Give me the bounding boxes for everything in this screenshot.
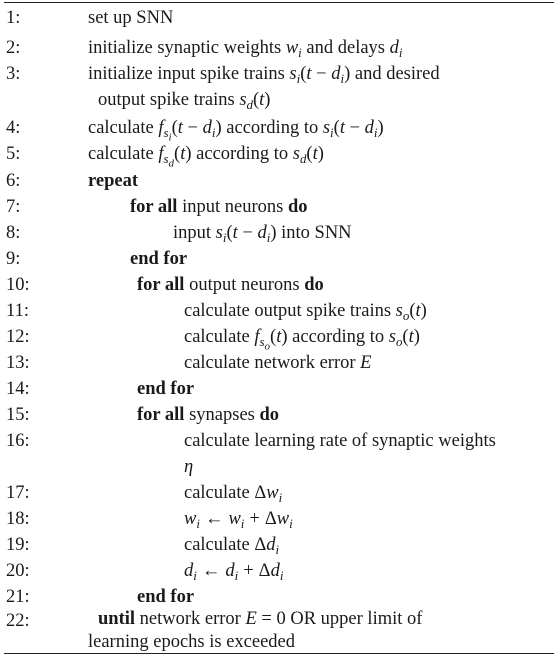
step-17: [4, 480, 554, 506]
step-9: [4, 246, 554, 272]
step-number: 15:: [6, 405, 30, 425]
step-number: 12:: [6, 327, 30, 347]
step-22: [4, 608, 554, 652]
step-20: [4, 558, 554, 584]
step-text: $w_i$ ← $w_i + \Delta w_i$: [184, 509, 293, 531]
step-number: 17:: [6, 483, 30, 503]
step-6: [4, 168, 554, 194]
step-number: 3:: [6, 64, 21, 84]
step-text: end for: [137, 587, 195, 607]
step-text: calculate $f_{s_i}(t - d_i)$ according to $s_i(t - d_i)$: [88, 118, 384, 144]
step-number: 9:: [6, 249, 21, 269]
algorithm-table: [4, 2, 554, 654]
step-text-cont: output spike trains $s_d(t)$: [98, 90, 271, 112]
step-12: [4, 324, 554, 353]
step-number: 1:: [6, 8, 21, 28]
step-number: 22:: [6, 611, 30, 631]
step-number: 20:: [6, 561, 30, 581]
step-text: calculate output spike trains $s_o(t)$: [184, 301, 427, 323]
step-number: 5:: [6, 144, 21, 164]
step-4: [4, 115, 554, 144]
step-3: [4, 61, 554, 113]
step-text: repeat: [88, 171, 138, 191]
bottom-rule: [4, 653, 554, 654]
step-13: [4, 350, 554, 376]
step-number: 6:: [6, 171, 21, 191]
step-text: until network error E = 0 OR upper limit of: [98, 609, 423, 629]
step-number: 18:: [6, 509, 30, 529]
step-text: end for: [130, 249, 188, 269]
step-19: [4, 532, 554, 558]
step-text: initialize input spike trains $s_i(t - d_i)$ and desired: [88, 64, 440, 86]
step-number: 16:: [6, 431, 30, 451]
top-rule: [4, 2, 554, 3]
step-number: 13:: [6, 353, 30, 373]
step-number: 10:: [6, 275, 30, 295]
step-text: calculate $f_{s_d}(t)$ according to $s_d(t)$: [88, 144, 324, 170]
step-number: 11:: [6, 301, 29, 321]
step-text: calculate learning rate of synaptic weights: [184, 431, 496, 451]
step-number: 19:: [6, 535, 30, 555]
step-text: $d_i$ ← $d_i + \Delta d_i$: [184, 561, 284, 583]
step-text: initialize synaptic weights $w_i$ and delays $d_i$: [88, 38, 403, 60]
step-text: for all synapses do: [137, 405, 280, 425]
step-text-cont: learning epochs is exceeded: [88, 632, 296, 652]
step-10: [4, 272, 554, 298]
step-7: [4, 194, 554, 220]
step-text: for all input neurons do: [130, 197, 308, 217]
step-text-cont: η: [184, 457, 194, 477]
step-1: [4, 5, 554, 31]
step-14: [4, 376, 554, 402]
step-text: for all output neurons do: [137, 275, 324, 295]
step-number: 8:: [6, 223, 21, 243]
step-8: [4, 220, 554, 246]
step-number: 7:: [6, 197, 21, 217]
step-text: calculate $f_{s_o}(t)$ according to $s_o(t)$: [184, 327, 420, 353]
step-number: 2:: [6, 38, 21, 58]
step-18: [4, 506, 554, 532]
step-text: input $s_i(t - d_i)$ into SNN: [173, 223, 352, 245]
step-5: [4, 141, 554, 170]
step-text: calculate $\Delta w_i$: [184, 483, 283, 505]
step-16: [4, 428, 554, 480]
step-number: 4:: [6, 118, 21, 138]
step-number: 14:: [6, 379, 30, 399]
step-text: end for: [137, 379, 195, 399]
step-text: calculate network error E: [184, 353, 372, 373]
step-15: [4, 402, 554, 428]
step-2: [4, 35, 554, 61]
step-text: calculate $\Delta d_i$: [184, 535, 280, 557]
step-number: 21:: [6, 587, 30, 607]
step-text: set up SNN: [88, 8, 174, 28]
step-11: [4, 298, 554, 324]
